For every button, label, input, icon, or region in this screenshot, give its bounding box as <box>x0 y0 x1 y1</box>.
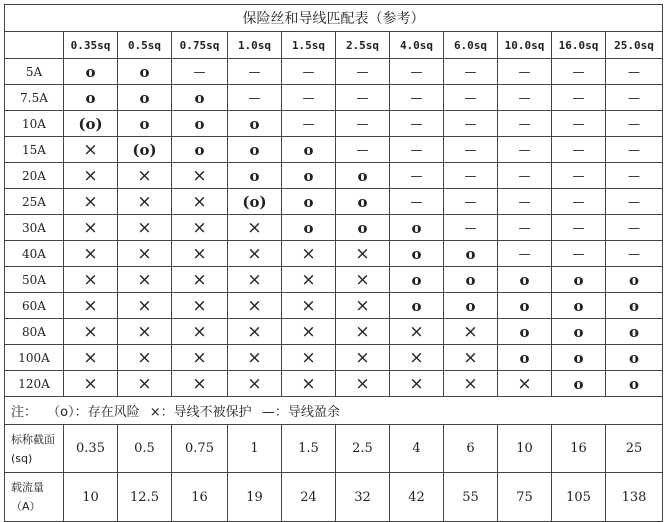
note-prefix: 注： <box>11 405 38 420</box>
not-protected-mark: × <box>118 189 172 215</box>
surplus-mark: — <box>606 85 663 111</box>
surplus-mark: — <box>498 85 552 111</box>
fuse-rating-label: 7.5A <box>5 85 64 111</box>
nominal-section-value: 6 <box>444 425 498 473</box>
wire-size-header: 0.75sq <box>172 32 228 59</box>
nominal-section-value: 25 <box>606 425 663 473</box>
fuse-row <box>5 241 663 267</box>
surplus-mark: — <box>552 215 606 241</box>
current-capacity-value: 16 <box>172 473 228 522</box>
current-capacity-value: 24 <box>282 473 336 522</box>
not-protected-mark: × <box>64 241 118 267</box>
fuse-rating-label: 120A <box>5 371 64 397</box>
nominal-section-value: 2.5 <box>336 425 390 473</box>
fuse-row <box>5 85 663 111</box>
surplus-mark: — <box>390 163 444 189</box>
not-protected-mark: × <box>118 163 172 189</box>
nominal-section-value: 0.35 <box>64 425 118 473</box>
not-protected-mark: × <box>64 319 118 345</box>
not-protected-mark: × <box>336 319 390 345</box>
nominal-section-value: 4 <box>390 425 444 473</box>
risk-mark: (o) <box>228 189 282 215</box>
surplus-mark: — <box>606 215 663 241</box>
surplus-mark: — <box>606 163 663 189</box>
ok-mark: o <box>282 163 336 189</box>
surplus-mark: — <box>552 241 606 267</box>
note-surplus: —：导线盈余 <box>261 405 340 420</box>
ok-mark: o <box>444 241 498 267</box>
surplus-mark: — <box>282 85 336 111</box>
nominal-section-value: 0.75 <box>172 425 228 473</box>
surplus-mark: — <box>552 111 606 137</box>
fuse-row <box>5 111 663 137</box>
surplus-mark: — <box>498 189 552 215</box>
legend-note <box>5 397 663 425</box>
ok-mark: o <box>118 59 172 85</box>
wire-size-header: 0.5sq <box>118 32 172 59</box>
note-no-protect: ×：导线不被保护 <box>149 405 252 420</box>
not-protected-mark: × <box>64 371 118 397</box>
not-protected-mark: × <box>336 345 390 371</box>
not-protected-mark: × <box>390 371 444 397</box>
fuse-rating-label: 25A <box>5 189 64 215</box>
not-protected-mark: × <box>282 293 336 319</box>
ok-mark: o <box>64 59 118 85</box>
not-protected-mark: × <box>64 267 118 293</box>
surplus-mark: — <box>498 215 552 241</box>
not-protected-mark: × <box>118 319 172 345</box>
wire-size-header: 16.0sq <box>552 32 606 59</box>
wire-size-header: 1.5sq <box>282 32 336 59</box>
wire-size-header: 2.5sq <box>336 32 390 59</box>
wire-size-header: 0.35sq <box>64 32 118 59</box>
not-protected-mark: × <box>64 163 118 189</box>
surplus-mark: — <box>606 137 663 163</box>
surplus-mark: — <box>390 85 444 111</box>
surplus-mark: — <box>444 111 498 137</box>
surplus-mark: — <box>336 85 390 111</box>
ok-mark: o <box>498 345 552 371</box>
surplus-mark: — <box>390 59 444 85</box>
nominal-section-row <box>5 425 663 473</box>
not-protected-mark: × <box>118 293 172 319</box>
surplus-mark: — <box>390 189 444 215</box>
current-capacity-value: 55 <box>444 473 498 522</box>
current-capacity-value: 19 <box>228 473 282 522</box>
not-protected-mark: × <box>282 319 336 345</box>
fuse-rating-label: 30A <box>5 215 64 241</box>
not-protected-mark: × <box>444 319 498 345</box>
not-protected-mark: × <box>390 345 444 371</box>
surplus-mark: — <box>444 189 498 215</box>
not-protected-mark: × <box>172 319 228 345</box>
not-protected-mark: × <box>282 345 336 371</box>
current-capacity-value: 138 <box>606 473 663 522</box>
fuse-rating-label: 40A <box>5 241 64 267</box>
risk-mark: (o) <box>118 137 172 163</box>
ok-mark: o <box>444 267 498 293</box>
wire-size-header: 25.0sq <box>606 32 663 59</box>
not-protected-mark: × <box>118 345 172 371</box>
not-protected-mark: × <box>336 267 390 293</box>
ok-mark: o <box>606 371 663 397</box>
surplus-mark: — <box>390 137 444 163</box>
ok-mark: o <box>390 267 444 293</box>
not-protected-mark: × <box>118 241 172 267</box>
wire-size-header: 1.0sq <box>228 32 282 59</box>
fuse-row <box>5 215 663 241</box>
not-protected-mark: × <box>444 371 498 397</box>
fuse-row <box>5 137 663 163</box>
not-protected-mark: × <box>282 267 336 293</box>
ok-mark: o <box>228 137 282 163</box>
not-protected-mark: × <box>336 371 390 397</box>
surplus-mark: — <box>336 137 390 163</box>
not-protected-mark: × <box>228 345 282 371</box>
surplus-mark: — <box>444 163 498 189</box>
not-protected-mark: × <box>172 163 228 189</box>
ok-mark: o <box>64 85 118 111</box>
not-protected-mark: × <box>64 345 118 371</box>
surplus-mark: — <box>552 163 606 189</box>
fuse-row <box>5 163 663 189</box>
fuse-rating-label: 15A <box>5 137 64 163</box>
wire-size-header: 6.0sq <box>444 32 498 59</box>
ok-mark: o <box>606 345 663 371</box>
match-matrix <box>5 59 663 397</box>
fuse-row <box>5 319 663 345</box>
ok-mark: o <box>498 293 552 319</box>
ok-mark: o <box>118 85 172 111</box>
ok-mark: o <box>606 267 663 293</box>
ok-mark: o <box>336 163 390 189</box>
not-protected-mark: × <box>336 293 390 319</box>
ok-mark: o <box>606 293 663 319</box>
not-protected-mark: × <box>228 215 282 241</box>
fuse-row <box>5 293 663 319</box>
ok-mark: o <box>390 241 444 267</box>
fuse-rating-label: 50A <box>5 267 64 293</box>
ok-mark: o <box>172 137 228 163</box>
not-protected-mark: × <box>172 371 228 397</box>
ok-mark: o <box>498 319 552 345</box>
current-capacity-value: 42 <box>390 473 444 522</box>
ok-mark: o <box>282 189 336 215</box>
not-protected-mark: × <box>64 137 118 163</box>
not-protected-mark: × <box>172 215 228 241</box>
surplus-mark: — <box>498 111 552 137</box>
current-capacity-value: 10 <box>64 473 118 522</box>
not-protected-mark: × <box>228 267 282 293</box>
surplus-mark: — <box>172 59 228 85</box>
fuse-row <box>5 267 663 293</box>
surplus-mark: — <box>606 111 663 137</box>
ok-mark: o <box>552 319 606 345</box>
ok-mark: o <box>606 319 663 345</box>
ok-mark: o <box>172 111 228 137</box>
fuse-rating-label: 20A <box>5 163 64 189</box>
not-protected-mark: × <box>64 189 118 215</box>
ok-mark: o <box>336 215 390 241</box>
not-protected-mark: × <box>498 371 552 397</box>
surplus-mark: — <box>606 59 663 85</box>
not-protected-mark: × <box>228 241 282 267</box>
surplus-mark: — <box>498 137 552 163</box>
surplus-mark: — <box>444 85 498 111</box>
current-capacity-value: 105 <box>552 473 606 522</box>
fuse-rating-label: 10A <box>5 111 64 137</box>
wire-size-header: 10.0sq <box>498 32 552 59</box>
surplus-mark: — <box>552 137 606 163</box>
surplus-mark: — <box>606 189 663 215</box>
not-protected-mark: × <box>118 215 172 241</box>
fuse-row <box>5 371 663 397</box>
risk-mark: (o) <box>64 111 118 137</box>
nominal-section-value: 0.5 <box>118 425 172 473</box>
surplus-mark: — <box>228 59 282 85</box>
surplus-mark: — <box>498 163 552 189</box>
surplus-mark: — <box>444 59 498 85</box>
fuse-rating-label: 80A <box>5 319 64 345</box>
ok-mark: o <box>552 345 606 371</box>
not-protected-mark: × <box>172 293 228 319</box>
not-protected-mark: × <box>172 267 228 293</box>
current-capacity-value: 32 <box>336 473 390 522</box>
surplus-mark: — <box>390 111 444 137</box>
ok-mark: o <box>552 293 606 319</box>
surplus-mark: — <box>552 85 606 111</box>
surplus-mark: — <box>336 111 390 137</box>
not-protected-mark: × <box>282 371 336 397</box>
ok-mark: o <box>390 293 444 319</box>
fuse-wire-table <box>4 4 663 522</box>
not-protected-mark: × <box>64 293 118 319</box>
ok-mark: o <box>118 111 172 137</box>
fuse-row <box>5 59 663 85</box>
not-protected-mark: × <box>118 371 172 397</box>
not-protected-mark: × <box>444 345 498 371</box>
fuse-rating-label: 5A <box>5 59 64 85</box>
not-protected-mark: × <box>228 319 282 345</box>
ok-mark: o <box>552 371 606 397</box>
not-protected-mark: × <box>228 293 282 319</box>
surplus-mark: — <box>228 85 282 111</box>
surplus-mark: — <box>498 241 552 267</box>
current-capacity-row <box>5 473 663 522</box>
not-protected-mark: × <box>118 267 172 293</box>
surplus-mark: — <box>336 59 390 85</box>
not-protected-mark: × <box>390 319 444 345</box>
surplus-mark: — <box>552 59 606 85</box>
not-protected-mark: × <box>64 215 118 241</box>
not-protected-mark: × <box>172 345 228 371</box>
fuse-row <box>5 345 663 371</box>
ok-mark: o <box>444 293 498 319</box>
ok-mark: o <box>336 189 390 215</box>
wire-size-header: 4.0sq <box>390 32 444 59</box>
fuse-row <box>5 189 663 215</box>
corner-cell <box>5 32 64 59</box>
nominal-section-value: 1 <box>228 425 282 473</box>
fuse-rating-label: 100A <box>5 345 64 371</box>
not-protected-mark: × <box>172 189 228 215</box>
current-capacity-value: 75 <box>498 473 552 522</box>
ok-mark: o <box>282 137 336 163</box>
not-protected-mark: × <box>282 241 336 267</box>
fuse-rating-label: 60A <box>5 293 64 319</box>
wire-size-header-row <box>5 32 663 59</box>
ok-mark: o <box>228 111 282 137</box>
page-title: 保险丝和导线匹配表（参考） <box>5 5 663 32</box>
note-risk: （o）：存在风险 <box>47 405 140 420</box>
not-protected-mark: × <box>228 371 282 397</box>
surplus-mark: — <box>282 59 336 85</box>
nominal-section-value: 1.5 <box>282 425 336 473</box>
ok-mark: o <box>552 267 606 293</box>
ok-mark: o <box>172 85 228 111</box>
ok-mark: o <box>390 215 444 241</box>
nominal-section-value: 10 <box>498 425 552 473</box>
not-protected-mark: × <box>172 241 228 267</box>
current-capacity-value: 12.5 <box>118 473 172 522</box>
ok-mark: o <box>282 215 336 241</box>
nominal-section-label: 标称截面(sq) <box>5 425 64 473</box>
surplus-mark: — <box>282 111 336 137</box>
current-capacity-label: 载流量（A） <box>5 473 64 522</box>
surplus-mark: — <box>606 241 663 267</box>
not-protected-mark: × <box>336 241 390 267</box>
surplus-mark: — <box>444 137 498 163</box>
surplus-mark: — <box>444 215 498 241</box>
ok-mark: o <box>498 267 552 293</box>
surplus-mark: — <box>552 189 606 215</box>
ok-mark: o <box>228 163 282 189</box>
nominal-section-value: 16 <box>552 425 606 473</box>
surplus-mark: — <box>498 59 552 85</box>
